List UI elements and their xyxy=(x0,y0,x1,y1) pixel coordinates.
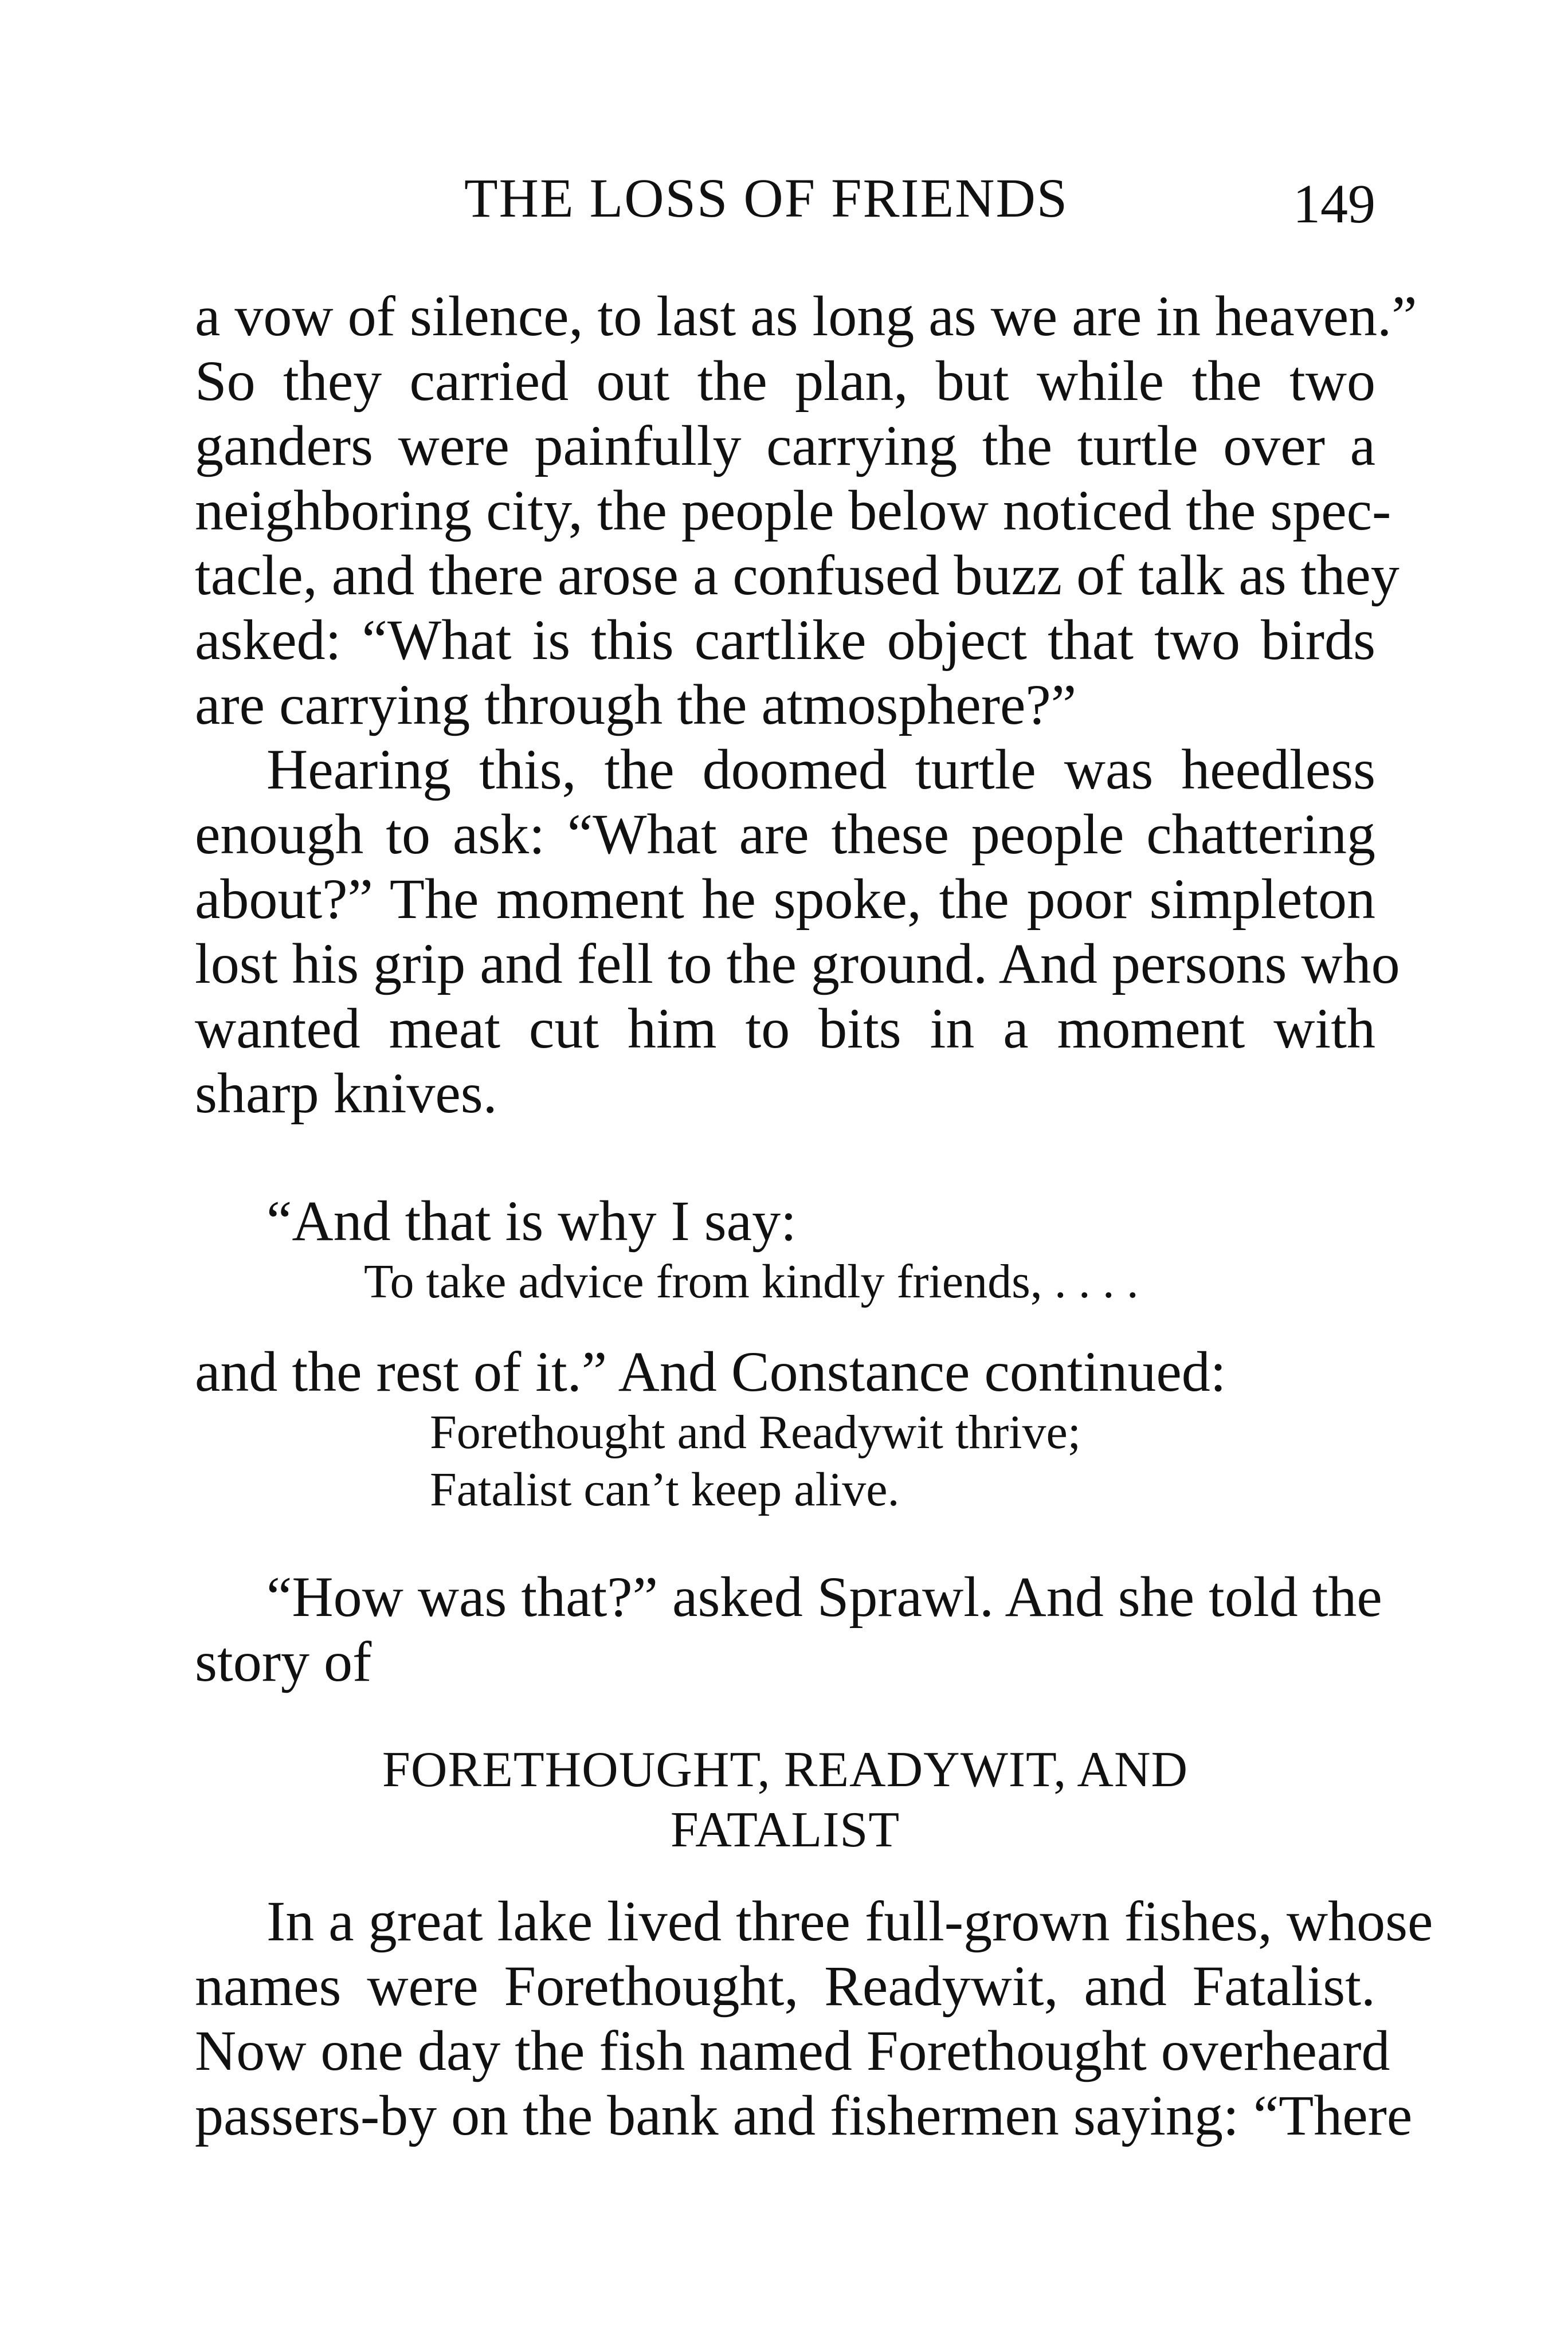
paragraph-three-fishes xyxy=(195,1889,1433,2148)
text-line: Now one day the fish named Forethought overheard xyxy=(195,2019,1390,2082)
text-line: neighboring city, the people below noticed the spec- xyxy=(195,478,1391,542)
paragraph-turtle-fall xyxy=(195,737,1400,1125)
paragraph-sprawl-question xyxy=(195,1564,1382,1694)
text-line: a vow of silence, to last as long as we are in heaven.” xyxy=(195,284,1417,348)
verse-line: Fatalist can’t keep alive. xyxy=(430,1463,900,1516)
text-line: In a great lake lived three full-grown fishes, whose xyxy=(266,1889,1433,1953)
story-heading xyxy=(195,1740,1375,1860)
text-line: about?” The moment he spoke, the poor simpleton xyxy=(195,867,1375,931)
running-title: THE LOSS OF FRIENDS xyxy=(464,167,1069,229)
text-line: names were Forethought, Readywit, and Fatalist. xyxy=(195,1954,1375,2018)
text-line: and the rest of it.” And Constance continued: xyxy=(195,1340,1226,1403)
story-heading-line: FATALIST xyxy=(670,1802,900,1858)
verse-line: To take advice from kindly friends, . . . . xyxy=(364,1255,1139,1308)
text-line: enough to ask: “What are these people chattering xyxy=(195,802,1375,866)
moral-intro: “And that is why I say: xyxy=(266,1189,797,1253)
story-heading-line: FORETHOUGHT, READYWIT, AND xyxy=(382,1742,1189,1798)
text-line: “How was that?” asked Sprawl. And she told the xyxy=(266,1565,1382,1629)
text-line: Hearing this, the doomed turtle was heedless xyxy=(266,738,1375,801)
running-header xyxy=(195,166,1375,246)
text-line: ganders were painfully carrying the turtle over a xyxy=(195,414,1375,477)
text-line: wanted meat cut him to bits in a moment with xyxy=(195,997,1375,1060)
verse-couplet xyxy=(195,1404,1375,1519)
text-line: are carrying through the atmosphere?” xyxy=(195,673,1077,736)
page-number: 149 xyxy=(1293,173,1375,234)
verse-line: Forethought and Readywit thrive; xyxy=(430,1406,1081,1459)
text-line: passers-by on the bank and fishermen saying: “There xyxy=(195,2084,1413,2147)
text-line: So they carried out the plan, but while the two xyxy=(195,349,1375,413)
text-line: asked: “What is this cartlike object that two birds xyxy=(195,608,1375,672)
paragraph-turtle-flight xyxy=(195,284,1417,737)
text-line: sharp knives. xyxy=(195,1061,497,1125)
text-line: story of xyxy=(195,1630,372,1693)
text-line: tacle, and there arose a confused buzz of talk as they xyxy=(195,543,1400,607)
text-line: lost his grip and fell to the ground. And persons who xyxy=(195,932,1400,995)
page-body xyxy=(195,284,1433,2148)
